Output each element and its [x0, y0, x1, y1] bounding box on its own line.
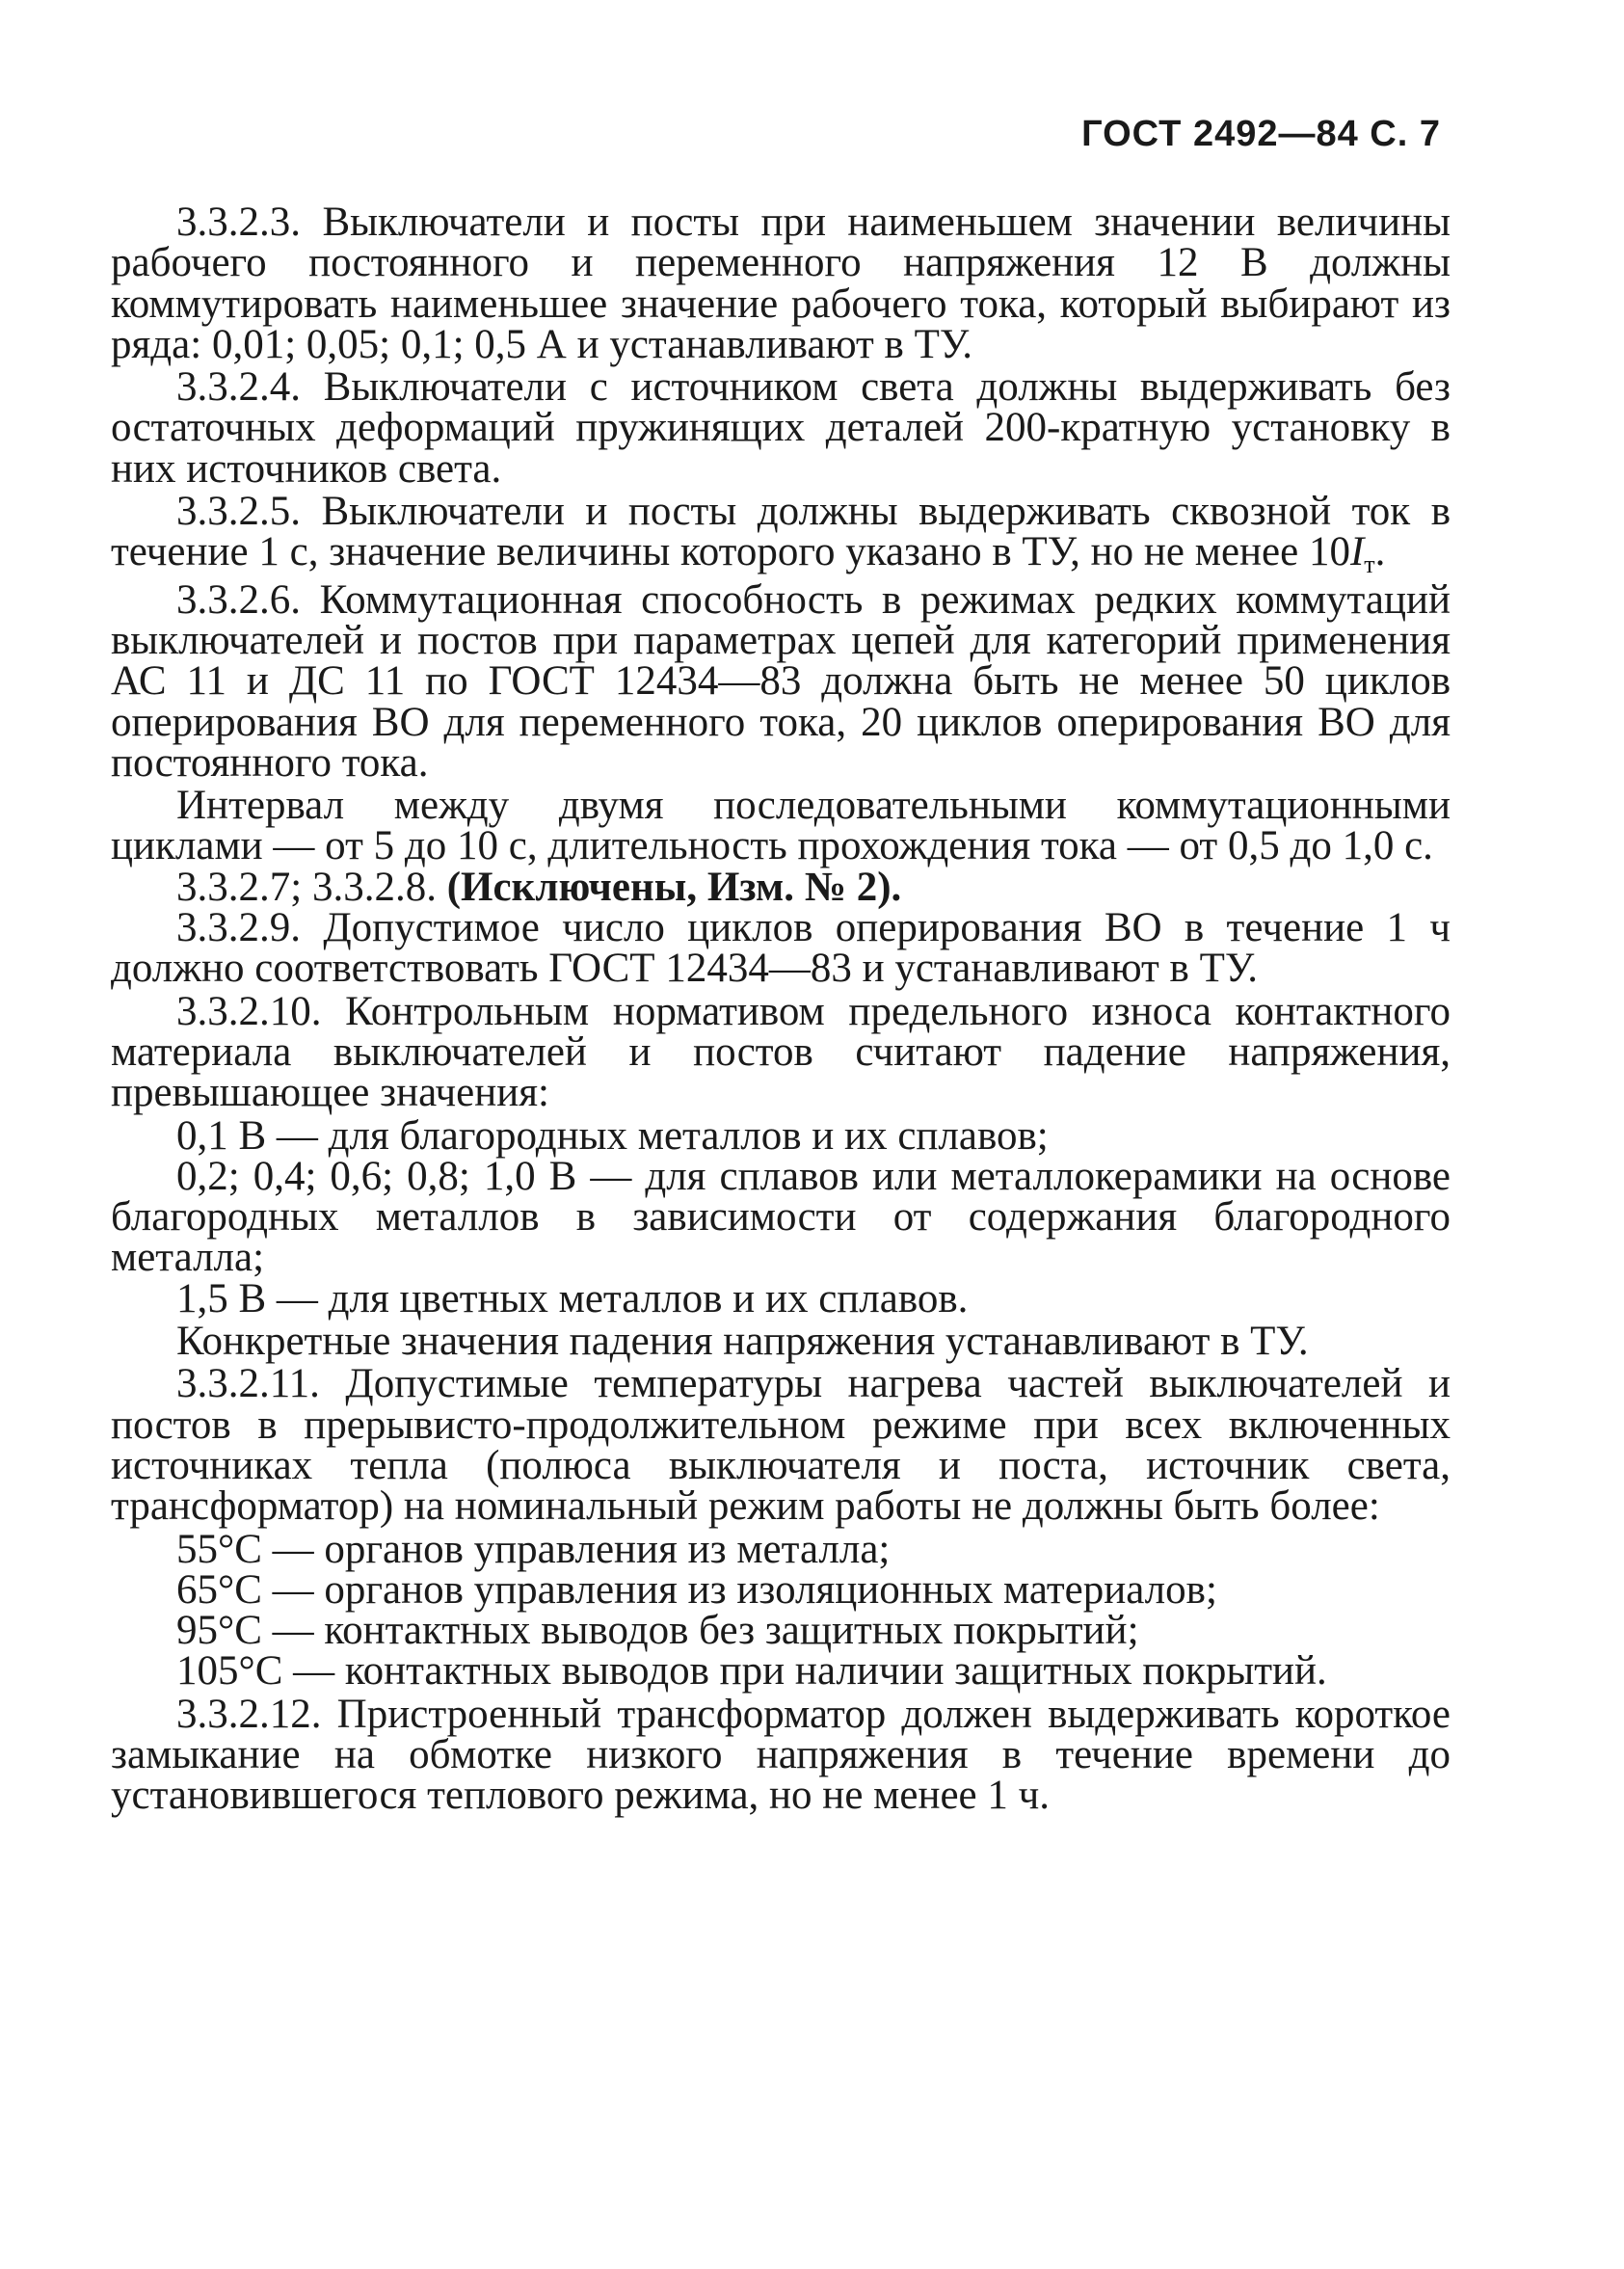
- switching-interval: Интервал между двумя последовательными коммутационными циклами — от 5 до 10 с, длительность прохождения тока — от 0,5 до 1,0 с.: [111, 783, 1451, 869]
- temp-coated-terminals: 105°C — контактных выводов при наличии защитных покрытий.: [176, 1648, 1327, 1695]
- clause-3-3-2-5: [111, 489, 1451, 579]
- current-symbol: I: [1349, 529, 1365, 575]
- current-subscript: т: [1364, 550, 1375, 579]
- voltage-drop-alloys: 0,2; 0,4; 0,6; 0,8; 1,0 В — для сплавов или металлокерамики на основе благородных металлов в зависимости от содержания благородного металла;: [111, 1153, 1451, 1281]
- clause-3-3-2-3: 3.3.2.3. Выключатели и посты при наименьшем значении величины рабочего постоянного и переменного напряжения 12 В должны коммутировать наименьшее значение рабочего тока, который выбирают из ряда: 0,01; 0,05; 0,1; 0,5 А и устанавливают в ТУ.: [111, 200, 1451, 367]
- voltage-drop-noble: 0,1 В — для благородных металлов и их сплавов;: [176, 1112, 1049, 1159]
- excluded-note: (Исключены, Изм. № 2).: [446, 864, 902, 910]
- body-text: [111, 202, 1451, 1817]
- temp-metal-controls: 55°C — органов управления из металла;: [176, 1526, 891, 1572]
- clause-3-3-2-7-8: [111, 864, 1451, 910]
- clause-3-3-2-10: 3.3.2.10. Контрольным нормативом предельного износа контактного материала выключателей и постов считают падение напряжения, превышающее значения:: [111, 988, 1451, 1116]
- clause-3-3-2-9: 3.3.2.9. Допустимое число циклов оперирования ВО в течение 1 ч должно соответствовать ГОСТ 12434—83 и устанавливают в ТУ.: [111, 905, 1451, 992]
- clause-3-3-2-12: 3.3.2.12. Пристроенный трансформатор должен выдерживать короткое замыкание на обмотке низкого напряжения в течение времени до установившегося теплового режима, но не менее 1 ч.: [111, 1691, 1451, 1819]
- clause-3-3-2-5-text: 3.3.2.5. Выключатели и посты должны выдерживать сквозной ток в течение 1 с, значение величины которого указано в ТУ, но не менее 10: [111, 489, 1451, 575]
- clause-3-3-2-11: 3.3.2.11. Допустимые температуры нагрева частей выключателей и постов в прерывисто-продолжительном режиме при всех включенных источниках тепла (полюса выключателя и поста, источник света, трансформатор) на номинальный режим работы не должны быть более:: [111, 1361, 1451, 1530]
- clause-3-3-2-4: 3.3.2.4. Выключатели с источником света должны выдерживать без остаточных деформаций пружинящих деталей 200-кратную установку в них источников света.: [111, 364, 1451, 492]
- clause-3-3-2-5-end: .: [1374, 529, 1386, 575]
- page-header: ГОСТ 2492—84 С. 7: [1081, 114, 1441, 154]
- clause-3-3-2-7-8-number: 3.3.2.7; 3.3.2.8.: [176, 864, 447, 910]
- temp-insulating-controls: 65°C — органов управления из изоляционных материалов;: [176, 1566, 1217, 1613]
- temp-uncoated-terminals: 95°C — контактных выводов без защитных покрытий;: [176, 1608, 1139, 1654]
- voltage-drop-spec-note: Конкретные значения падения напряжения устанавливают в ТУ.: [176, 1319, 1309, 1365]
- voltage-drop-nonferrous: 1,5 В — для цветных металлов и их сплавов.: [176, 1275, 969, 1321]
- clause-3-3-2-6: 3.3.2.6. Коммутационная способность в режимах редких коммутаций выключателей и постов при параметрах цепей для категорий применения АС 11 и ДС 11 по ГОСТ 12434—83 должна быть не менее 50 циклов оперирования ВО для переменного тока, 20 циклов оперирования ВО для постоянного тока.: [111, 576, 1451, 786]
